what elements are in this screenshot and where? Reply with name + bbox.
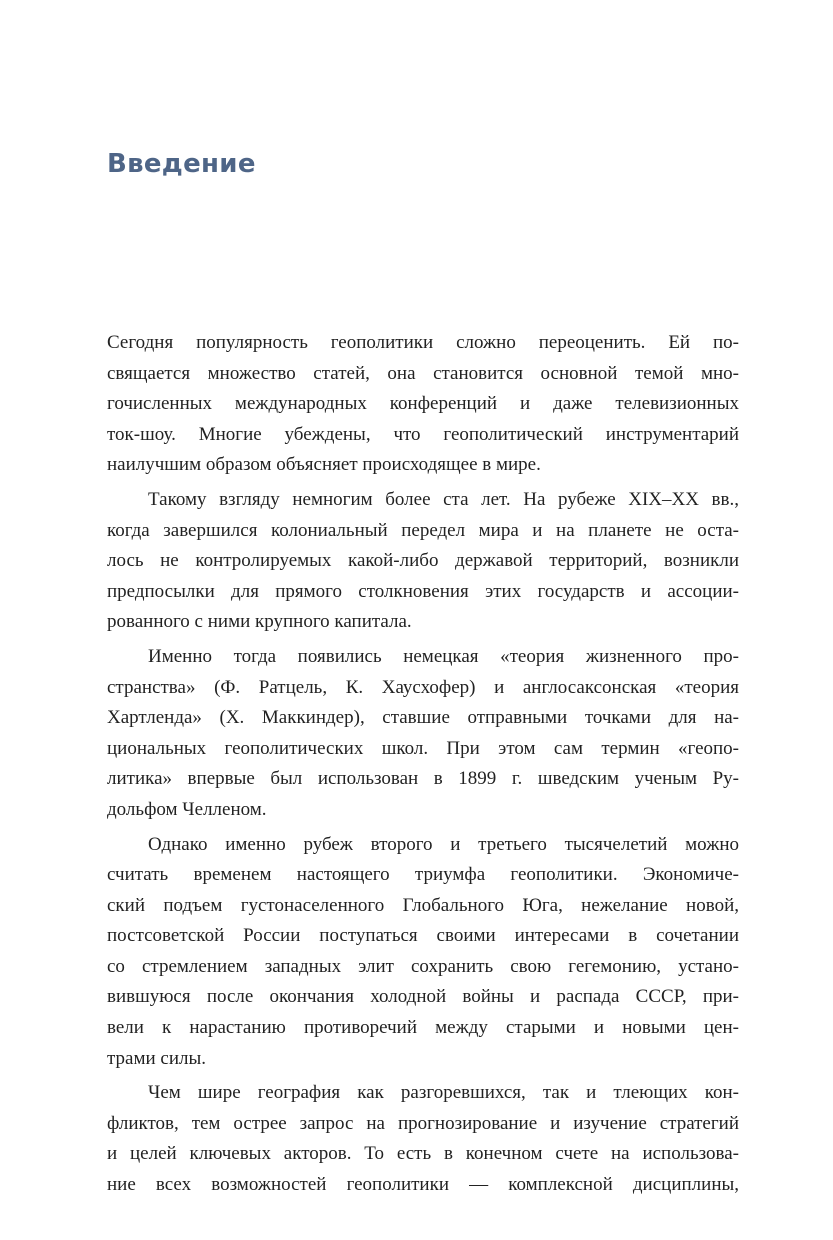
- text-line: ток-шоу. Многие убеждены, что геополитический инструментарий: [107, 423, 739, 445]
- text-line: постсоветской России поступаться своими интересами в сочетании: [107, 925, 739, 947]
- text-line: литика» впервые был использован в 1899 г. шведским ученым Ру-: [107, 768, 739, 790]
- text-line: со стремлением западных элит сохранить свою гегемонию, устано-: [107, 955, 739, 977]
- text-line: свящается множество статей, она становится основной темой мно-: [107, 362, 739, 384]
- text-line: Сегодня популярность геополитики сложно переоценить. Ей по-: [107, 332, 739, 353]
- chapter-heading: Введение: [107, 149, 256, 179]
- text-line: вели к нарастанию противоречий между старыми и новыми цен-: [107, 1017, 739, 1039]
- text-line: Однако именно рубеж второго и третьего тысячелетий можно: [148, 833, 739, 855]
- text-line: странства» (Ф. Ратцель, К. Хаусхофер) и англосаксонская «теория: [107, 676, 739, 698]
- text-line: лось не контролируемых какой-либо державой территорий, возникли: [107, 550, 739, 572]
- text-line: считать временем настоящего триумфа геополитики. Экономиче-: [107, 864, 739, 886]
- paragraph: [107, 485, 739, 638]
- text-line: Такому взгляду немногим более ста лет. На рубеже XIX–XX вв.,: [148, 488, 739, 510]
- text-line: Именно тогда появились немецкая «теория жизненного про-: [148, 645, 739, 667]
- body-text: [107, 328, 739, 1201]
- text-line: гочисленных международных конференций и даже телевизионных: [107, 393, 739, 415]
- text-line: трами силы.: [107, 1047, 207, 1069]
- text-line: и целей ключевых акторов. То есть в конечном счете на использова-: [107, 1143, 739, 1165]
- text-line: циональных геополитических школ. При этом сам термин «геопо-: [107, 737, 739, 759]
- paragraph: [107, 830, 739, 1075]
- paragraph: [107, 642, 739, 826]
- text-line: Хартленда» (Х. Маккиндер), ставшие отправными точками для на-: [107, 707, 739, 729]
- text-line: рованного с ними крупного капитала.: [107, 611, 412, 633]
- text-line: когда завершился колониальный передел мира и на планете не оста-: [107, 519, 739, 541]
- text-line: предпосылки для прямого столкновения этих государств и ассоции-: [107, 580, 739, 602]
- paragraph: [107, 328, 739, 481]
- text-line: ский подъем густонаселенного Глобального Юга, нежелание новой,: [107, 894, 739, 916]
- text-line: ние всех возможностей геополитики — комплексной дисциплины,: [107, 1174, 739, 1196]
- text-line: наилучшим образом объясняет происходящее в мире.: [107, 454, 541, 476]
- paragraph: [107, 1078, 739, 1200]
- text-line: фликтов, тем острее запрос на прогнозирование и изучение стратегий: [107, 1112, 739, 1134]
- text-line: Чем шире география как разгоревшихся, так и тлеющих кон-: [148, 1082, 739, 1104]
- text-line: вившуюся после окончания холодной войны и распада СССР, при-: [107, 986, 739, 1008]
- text-line: дольфом Челленом.: [107, 798, 267, 820]
